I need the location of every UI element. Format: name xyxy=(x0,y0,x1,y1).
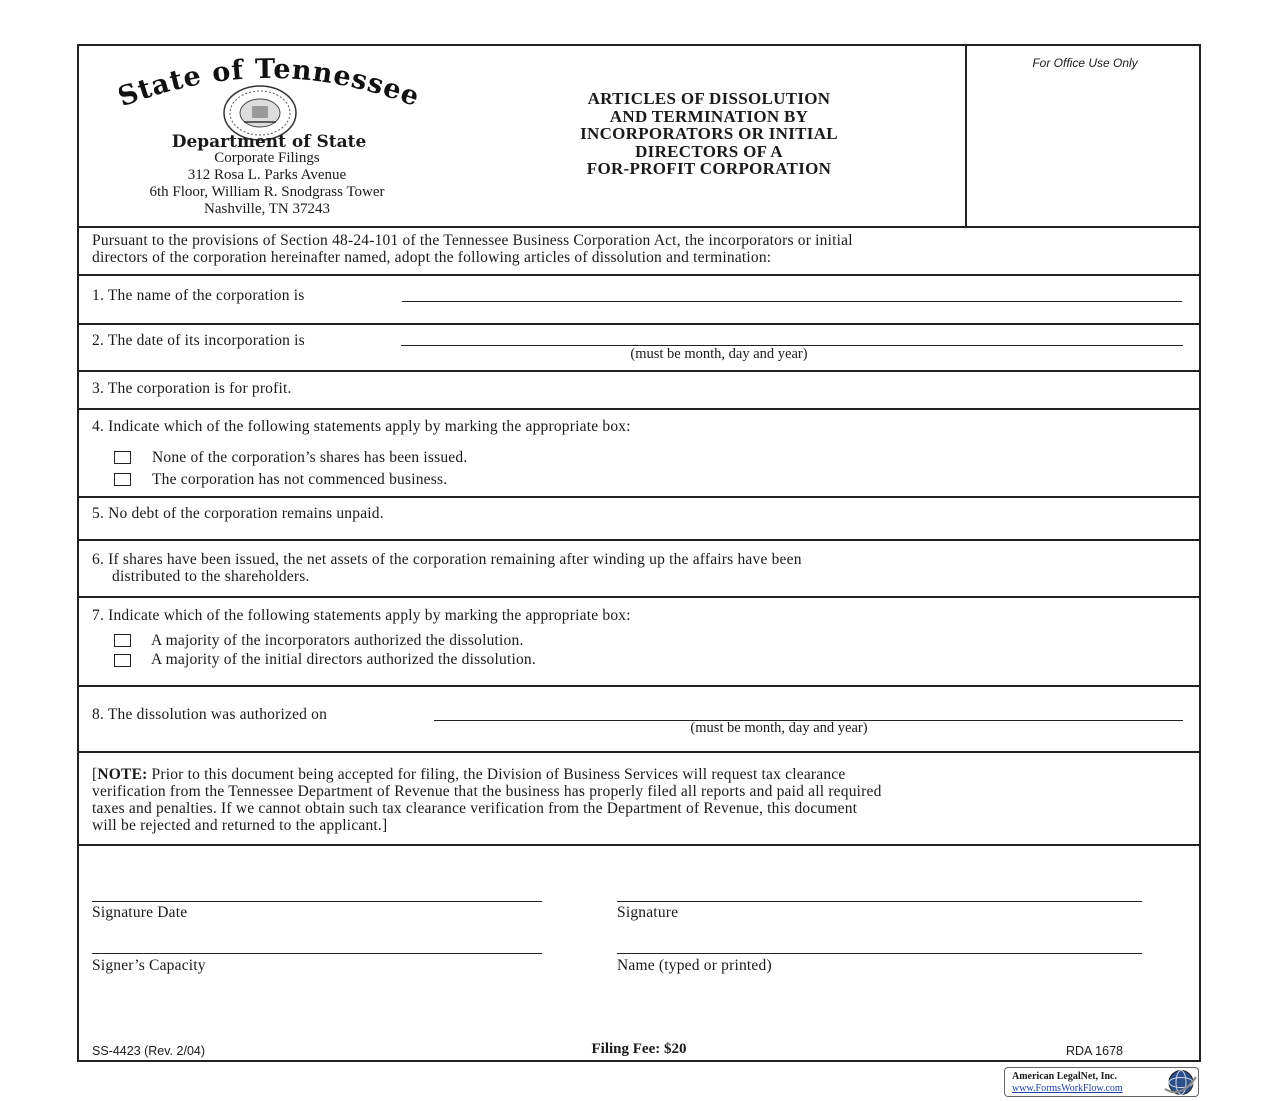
item-5-label: 5. No debt of the corporation remains unpaid. xyxy=(92,505,384,522)
name-printed-line[interactable] xyxy=(617,953,1142,954)
divider xyxy=(79,596,1199,598)
form-title-line: ARTICLES OF DISSOLUTION xyxy=(587,89,831,108)
divider xyxy=(79,539,1199,541)
form-number: SS-4423 (Rev. 2/04) xyxy=(92,1044,206,1058)
address-line: Corporate Filings xyxy=(214,150,320,166)
signers-capacity-line[interactable] xyxy=(92,953,542,954)
divider xyxy=(79,274,1199,276)
address-line: Nashville, TN 37243 xyxy=(204,201,330,217)
note-text xyxy=(92,766,1192,834)
legalnet-badge[interactable] xyxy=(1004,1067,1199,1097)
item-6-line: distributed to the shareholders. xyxy=(112,568,310,585)
divider xyxy=(79,844,1199,846)
form-title xyxy=(459,90,959,178)
note-line: verification from the Tennessee Department of Revenue that the business has properly filed all reports and paid all required xyxy=(92,783,882,800)
address-block xyxy=(93,150,441,218)
globe-icon xyxy=(1163,1069,1197,1101)
note-line: taxes and penalties. If we cannot obtain such tax clearance verification from the Department of Revenue, this document xyxy=(92,800,858,817)
legalnet-url[interactable]: www.FormsWorkFlow.com xyxy=(1012,1083,1123,1094)
note-label: NOTE: xyxy=(97,766,148,783)
signature-date-line[interactable] xyxy=(92,901,542,902)
office-use-label: For Office Use Only xyxy=(1032,56,1138,70)
header-divider xyxy=(965,46,967,226)
item-2-hint: (must be month, day and year) xyxy=(630,346,808,362)
item-6-line: 6. If shares have been issued, the net assets of the corporation remaining after winding up the affairs have been xyxy=(92,551,802,568)
form-title-line: DIRECTORS OF A xyxy=(635,141,783,161)
signature-label: Signature xyxy=(617,904,679,921)
item-8-hint: (must be month, day and year) xyxy=(690,720,868,736)
intro-line: Pursuant to the provisions of Section 48-24-101 of the Tennessee Business Corporation Act, the incorporators or initial xyxy=(92,232,853,249)
item-8-label: 8. The dissolution was authorized on xyxy=(92,706,328,723)
item-3-label: 3. The corporation is for profit. xyxy=(92,380,292,397)
legalnet-company: American LegalNet, Inc. xyxy=(1012,1071,1117,1082)
note-bracket: [ xyxy=(92,766,98,783)
directors-authorized-checkbox[interactable] xyxy=(114,654,131,667)
item-7-option: A majority of the incorporators authorized the dissolution. xyxy=(151,632,524,649)
form-title-line: FOR-PROFIT CORPORATION xyxy=(586,159,832,178)
note-line xyxy=(92,766,1192,783)
state-title: tate of Tennesse xyxy=(134,58,407,107)
department-of-state: Department of State xyxy=(171,132,367,152)
divider xyxy=(79,226,1199,228)
address-line: 312 Rosa L. Parks Avenue xyxy=(187,167,347,183)
item-4-option: The corporation has not commenced business. xyxy=(152,471,448,488)
divider xyxy=(79,751,1199,753)
item-6-text xyxy=(92,551,1192,585)
rda-number: RDA 1678 xyxy=(1066,1044,1123,1058)
divider xyxy=(79,685,1199,687)
item-7-label: 7. Indicate which of the following statements apply by marking the appropriate box: xyxy=(92,607,631,624)
item-2-label: 2. The date of its incorporation is xyxy=(92,332,305,349)
address-line: 6th Floor, William R. Snodgrass Tower xyxy=(149,184,385,200)
intro-line: directors of the corporation hereinafter named, adopt the following articles of dissolution and termination: xyxy=(92,249,772,266)
signature-date-label: Signature Date xyxy=(92,904,188,921)
form-title-line: AND TERMINATION BY xyxy=(609,106,809,126)
item-7-option: A majority of the initial directors authorized the dissolution. xyxy=(151,651,536,668)
not-commenced-business-checkbox[interactable] xyxy=(114,473,131,486)
shares-not-issued-checkbox[interactable] xyxy=(114,451,131,464)
divider xyxy=(79,370,1199,372)
filing-fee: Filing Fee: $20 xyxy=(591,1041,687,1057)
form-sheet xyxy=(77,44,1201,1062)
intro-text xyxy=(92,232,1192,266)
signature-line[interactable] xyxy=(617,901,1142,902)
divider xyxy=(79,496,1199,498)
office-use-area xyxy=(969,76,1199,222)
item-4-option: None of the corporation’s shares has been issued. xyxy=(152,449,468,466)
corporation-name-field[interactable] xyxy=(402,301,1182,302)
form-title-line: INCORPORATORS OR INITIAL xyxy=(580,124,838,143)
item-4-label: 4. Indicate which of the following statements apply by marking the appropriate box: xyxy=(92,418,631,435)
divider xyxy=(79,323,1199,325)
note-line-rest: Prior to this document being accepted for filing, the Division of Business Services will request tax clearance xyxy=(147,766,846,783)
note-line: will be rejected and returned to the applicant.] xyxy=(92,817,388,834)
signers-capacity-label: Signer’s Capacity xyxy=(92,957,206,974)
divider xyxy=(79,408,1199,410)
name-printed-label: Name (typed or printed) xyxy=(617,957,772,974)
incorporators-authorized-checkbox[interactable] xyxy=(114,634,131,647)
item-1-label: 1. The name of the corporation is xyxy=(92,287,305,304)
